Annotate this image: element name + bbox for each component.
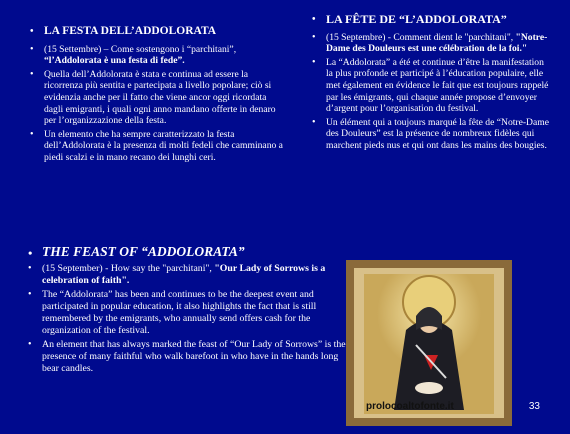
watermark-text: prolocoaltofonte.it (366, 401, 454, 412)
list-item: • La “Addolorata” a été et continue d’être la manifestation la plus profonde et participé à l’éducation populaire, elle met également en évidence le fait que est toujours rappelé par les émigrants, qui chaque année propose d’envoyer d’argent pour l’organisation du festival. (312, 56, 549, 115)
list-item: • An element that has always marked the feast of “Our Lady of Sorrows” is the presence of many faithful who walk barefoot in who have in the hands long bear candles. (28, 339, 346, 374)
page-number: 33 (528, 401, 540, 412)
french-section (310, 14, 550, 154)
madonna-image (346, 260, 512, 426)
list-item: • (15 Septembre) - Comment dient le "parchitani", "Notre-Dame des Douleurs est une célébration de la foi." (312, 31, 548, 55)
bullet-icon: • (30, 26, 34, 37)
english-heading: • THE FEAST OF “ADDOLORATA” (28, 244, 245, 260)
bullet-icon: • (312, 56, 316, 68)
list-item: • The “Addolorata” has been and continues to be the deepest event and participated in popular education, it also highlights the fact that is still remembered by the emigrants, who annually send offers cash for the organization of the festival. (28, 289, 317, 336)
bullet-icon: • (312, 14, 316, 25)
bullet-icon: • (28, 289, 32, 300)
bullet-icon: • (30, 68, 34, 80)
bullet-icon: • (312, 31, 316, 43)
italian-heading: • LA FESTA DELL’ADDOLORATA (30, 25, 217, 37)
bullet-icon: • (30, 43, 34, 55)
list-item: • Un elemento che ha sempre caratterizzato la festa dell’Addolorata è la presenza di molti fedeli che camminano a piedi scalzi e in mano recano dei lunghi ceri. (30, 128, 283, 163)
english-section (26, 246, 346, 377)
italian-section (28, 26, 286, 166)
list-item: • (15 September) - How say the "parchitani", "Our Lady of Sorrows is a celebration of faith". (28, 263, 326, 286)
bullet-icon: • (28, 246, 33, 260)
bullet-icon: • (312, 116, 316, 128)
list-item: • (15 Settembre) – Come sostengono i “parchitani”, “l’Addolorata è una festa di fede”. (30, 43, 237, 67)
list-item: • Quella dell’Addolorata è stata e continua ad essere la ricorrenza più sentita e partecipata a livello popolare; ciò si evidenzia anche per il fatto che viene ancor oggi ricordata dagli emigranti, i quali ogni anno mandano offerte in denaro per l’organizzazione della festa. (30, 68, 276, 127)
french-heading: • LA FÊTE DE “L’ADDOLORATA” (312, 12, 507, 26)
list-item: • Un élément qui a toujours marqué la fête de “Notre-Dame des Douleurs” est la présence de nombreux fidèles qui marchent pieds nus et qui ont dans les mains des bougies. (312, 116, 549, 151)
bullet-icon: • (30, 128, 34, 140)
bullet-icon: • (28, 263, 32, 274)
hands (415, 382, 443, 394)
bullet-icon: • (28, 339, 32, 350)
